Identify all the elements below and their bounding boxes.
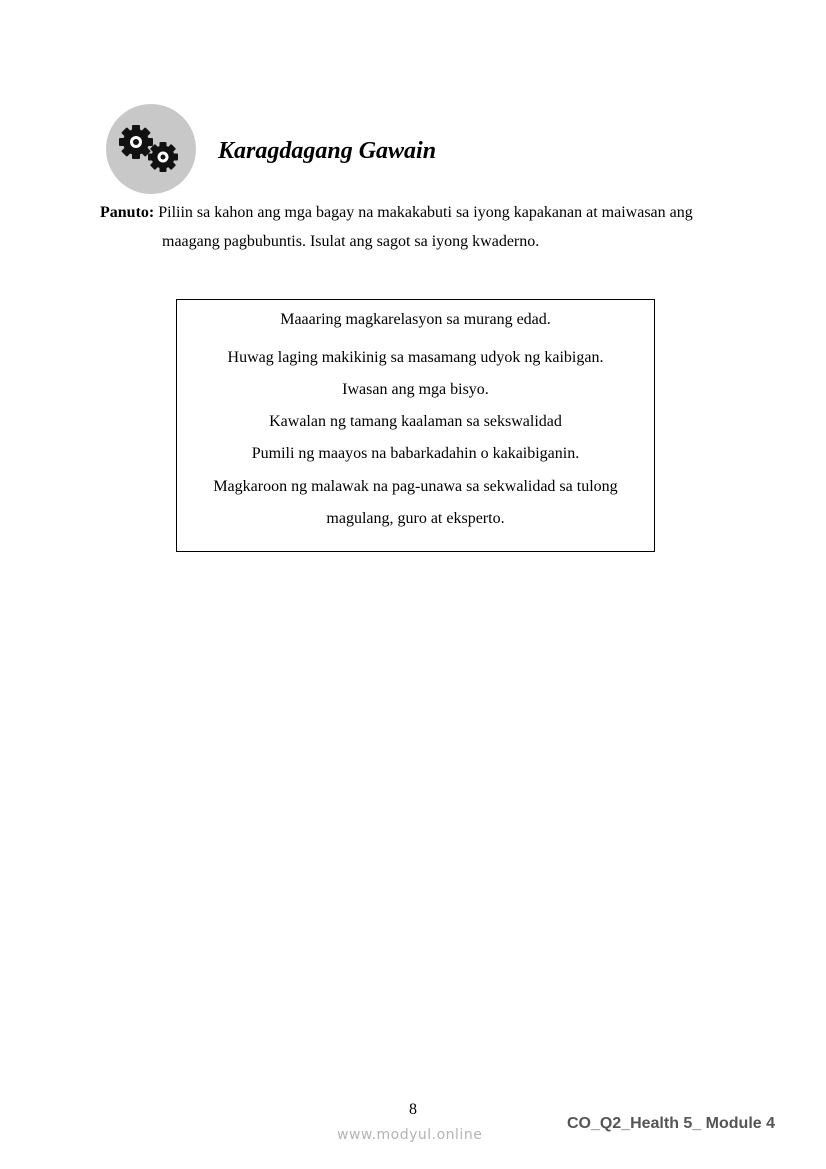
section-title: Karagdagang Gawain xyxy=(218,138,437,164)
gears-icon xyxy=(106,104,196,194)
choice-item: Kawalan ng tamang kaalaman sa sekswalidad xyxy=(269,413,562,430)
watermark: www.modyul.online xyxy=(337,1127,483,1143)
module-code: CO_Q2_Health 5_ Module 4 xyxy=(566,1115,775,1132)
instructions-line-2: maagang pagbubuntis. Isulat ang sagot sa iyong kwaderno. xyxy=(162,233,540,250)
choice-item: Huwag laging makikinig sa masamang udyok ng kaibigan. xyxy=(227,349,604,366)
instructions xyxy=(100,198,740,256)
instructions-line-1 xyxy=(100,198,740,227)
choice-item: Magkaroon ng malawak na pag-unawa sa sekwalidad sa tulong xyxy=(213,478,618,495)
instructions-label: Panuto: xyxy=(100,204,155,221)
choice-item: Pumili ng maayos na babarkadahin o kakaibiganin. xyxy=(251,445,580,462)
choices-box xyxy=(176,299,655,552)
choice-item: Iwasan ang mga bisyo. xyxy=(342,381,489,398)
page-number: 8 xyxy=(409,1101,417,1118)
gears-icon-graphic xyxy=(106,104,196,194)
instructions-text-1: Piliin sa kahon ang mga bagay na makakabuti sa iyong kapakanan at maiwasan ang xyxy=(158,204,693,221)
choice-item: Maaaring magkarelasyon sa murang edad. xyxy=(280,311,551,328)
choice-item: magulang, guro at eksperto. xyxy=(326,510,505,527)
